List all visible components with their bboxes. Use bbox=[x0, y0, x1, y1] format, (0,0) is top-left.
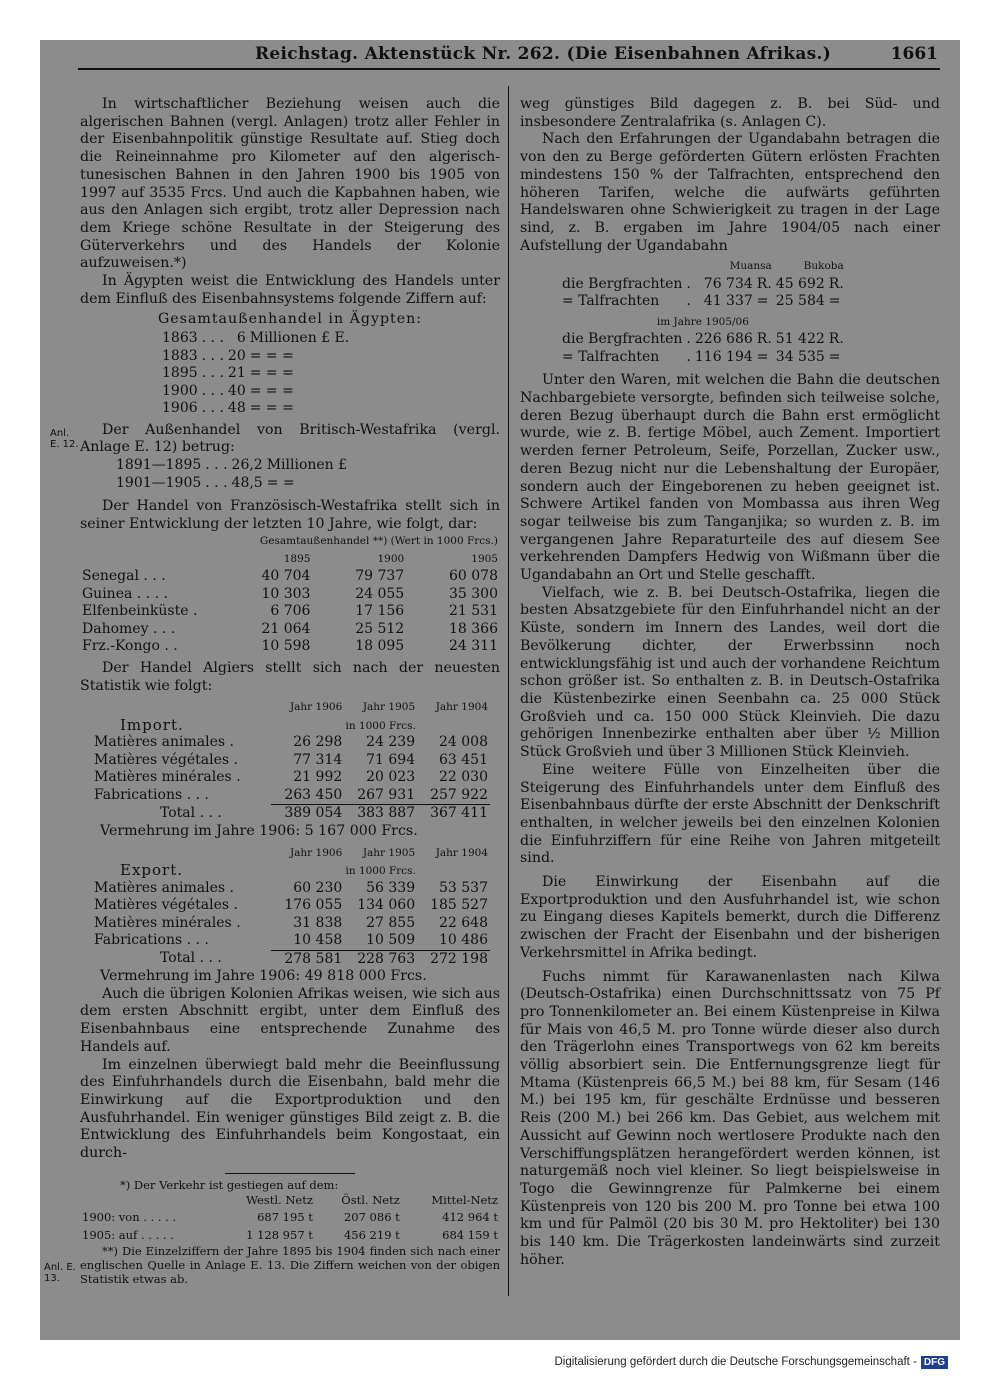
dot-leader: . bbox=[229, 879, 234, 896]
franz-table-head: Gesamtaußenhandel **) (Wert in 1000 Frcs.) bbox=[259, 535, 498, 548]
unit-cell: R. bbox=[828, 275, 844, 292]
total-value: 383 887 bbox=[344, 805, 417, 823]
row-label: 1900: von bbox=[82, 1210, 140, 1225]
value-cell: 41 337 bbox=[703, 293, 753, 310]
value-cell: 77 314 bbox=[293, 751, 343, 768]
category-cell bbox=[80, 787, 271, 805]
table-row bbox=[160, 365, 351, 383]
value-cell: 51 422 bbox=[775, 331, 825, 348]
dot-leader: . bbox=[233, 751, 238, 768]
value-cell: 40 704 bbox=[261, 568, 311, 585]
egypt-table bbox=[160, 330, 351, 418]
paragraph: In wirtschaftlicher Beziehung weisen auch die algerischen Bahnen (vergl. Anlagen) trotz aller Fehler in der Eisenbahnpolitik günstige Resultate auf. Stieg doch die Reineinnahme pro Kilometer auf den algerisch-tunesischen Bahnen in den Jahren 1900 bis 1905 von 1997 auf 3535 Frcs. Und auch die Kapbahnen haben, wie aus den Anlagen sich ergibt, trotz aller Depression nach dem Kriege schöne Resultate in der Steigerung des Güterverkehrs und des Handels der Kolonie aufzuweisen.*) bbox=[80, 96, 500, 272]
value-cell: 76 734 bbox=[703, 275, 753, 292]
value-cell: 10 303 bbox=[261, 585, 311, 602]
unit-cell: = = = bbox=[249, 347, 294, 364]
year-header: Jahr 1905 bbox=[362, 701, 416, 714]
station-header: Muansa bbox=[729, 260, 772, 273]
value-cell: 24 311 bbox=[449, 638, 498, 655]
colony-cell bbox=[80, 568, 219, 586]
dot-leader: . . . bbox=[186, 787, 209, 804]
import-title: Import. bbox=[120, 715, 184, 734]
year-cell: 1900 bbox=[162, 382, 198, 399]
year-header: 1900 bbox=[377, 552, 405, 565]
table-row bbox=[560, 293, 846, 311]
table-row bbox=[80, 880, 490, 898]
total-label: Total bbox=[160, 805, 196, 822]
value-cell: 134 060 bbox=[357, 897, 416, 914]
value-cell: 40 bbox=[227, 382, 246, 399]
value-cell: 20 bbox=[227, 347, 246, 364]
dot-leader: . . . bbox=[152, 620, 176, 637]
value-cell: 687 195 t bbox=[257, 1210, 313, 1225]
left-column bbox=[80, 96, 500, 1286]
unit-cell: = bbox=[828, 293, 841, 310]
uganda-subhead: im Jahre 1905/06 bbox=[656, 315, 749, 328]
unit-cell: R. bbox=[828, 331, 844, 348]
category-cell bbox=[80, 734, 271, 752]
franz-table bbox=[80, 533, 500, 656]
year-header: Jahr 1906 bbox=[289, 846, 343, 859]
table-row bbox=[80, 734, 490, 752]
table-row bbox=[80, 897, 490, 915]
colony-cell bbox=[80, 621, 219, 639]
total-value: 389 054 bbox=[271, 805, 344, 823]
dot-leader: . . . . bbox=[136, 585, 168, 602]
dot-leader: . bbox=[192, 603, 198, 620]
page-header-title: Reichstag. Aktenstück Nr. 262. (Die Eisenbahnen Afrikas.) bbox=[255, 44, 832, 64]
table-row bbox=[80, 1227, 500, 1245]
table-row bbox=[80, 752, 490, 770]
dot-leader: . . . bbox=[201, 365, 224, 382]
column-divider bbox=[508, 86, 509, 1296]
footnote-col-header: Mittel-Netz bbox=[431, 1192, 498, 1207]
dot-leader: . . . bbox=[201, 382, 224, 399]
value-cell: 6 706 bbox=[270, 603, 311, 620]
paragraph: Im einzelnen überwiegt bald mehr die Beeinflussung des Einfuhrhandels durch die Eisenbahn, bald mehr die Einwirkung auf die Exportproduktion und den Ausfuhrhandel. Ein weniger günstiges Bild zeigt z. B. die Entwicklung des Einfuhrhandels beim Kongostaat, ein durch- bbox=[80, 1056, 500, 1162]
period-cell: 1891—1895 bbox=[116, 457, 202, 474]
year-header: Jahr 1906 bbox=[289, 701, 343, 714]
table-row bbox=[80, 1209, 500, 1227]
dfg-logo: DFG bbox=[921, 1356, 948, 1369]
table-row bbox=[80, 603, 500, 621]
paragraph: Eine weitere Fülle von Einzelheiten über die Steigerung des Einfuhrhandels unter dem Einfluß des Eisenbahnbaus dürfte der erste Abschnitt der Denkschrift enthalten, in welcher jeweils bei den einzelnen Kolonien die Einfuhrziffern für eine Reihe von Jahren mitgeteilt sind. bbox=[520, 761, 940, 867]
category-cell bbox=[80, 932, 271, 950]
category-name: Fabrications bbox=[94, 932, 183, 949]
export-unit: in 1000 Frcs. bbox=[345, 864, 416, 877]
table-row bbox=[160, 400, 351, 418]
right-column bbox=[520, 96, 940, 1269]
category-name: Matières minérales bbox=[94, 769, 232, 786]
footnote-col-header: Westl. Netz bbox=[246, 1192, 313, 1207]
value-cell: 10 598 bbox=[261, 638, 311, 655]
header-rule bbox=[78, 68, 940, 70]
import-increase: Vermehrung im Jahre 1906: 5 167 000 Frcs. bbox=[100, 822, 418, 839]
category-cell bbox=[80, 915, 271, 933]
export-title: Export. bbox=[120, 861, 184, 880]
colony-name: Guinea bbox=[82, 585, 133, 602]
paragraph: Der Außenhandel von Britisch-Westafrika (vergl. Anlage E. 12) betrug: bbox=[80, 421, 500, 456]
footnote-row-label bbox=[80, 1227, 216, 1245]
value-cell: 10 509 bbox=[366, 932, 416, 949]
value-cell: 48,5 bbox=[231, 474, 263, 491]
brit-table bbox=[114, 457, 349, 492]
dot-leader: . . . bbox=[201, 330, 224, 347]
dot-leader: . . . bbox=[201, 400, 224, 417]
row-label: 1905: auf bbox=[82, 1227, 138, 1242]
total-label: Total bbox=[160, 950, 196, 967]
dot-leader: . bbox=[686, 293, 691, 310]
year-cell: 1883 bbox=[162, 347, 198, 364]
table-row bbox=[160, 330, 351, 348]
value-cell: 456 219 t bbox=[343, 1227, 400, 1242]
value-cell: 185 527 bbox=[430, 897, 488, 914]
value-cell: 60 230 bbox=[293, 879, 343, 896]
unit-cell: = = = bbox=[249, 400, 294, 417]
dot-leader: . bbox=[229, 734, 234, 751]
colony-name: Frz.-Kongo bbox=[82, 638, 160, 655]
value-cell: 31 838 bbox=[293, 914, 343, 931]
paragraph: Der Handel von Französisch-Westafrika stellt sich in seiner Entwicklung der letzten 10 Jahre, wie folgt, dar: bbox=[80, 498, 500, 532]
unit-cell: R. bbox=[756, 275, 772, 292]
colony-name: Dahomey bbox=[82, 620, 149, 637]
value-cell: 176 055 bbox=[284, 897, 343, 914]
unit-cell: = = = bbox=[249, 382, 294, 399]
value-cell: 21 531 bbox=[449, 603, 498, 620]
dot-leader: . bbox=[686, 275, 691, 292]
value-cell: 25 584 bbox=[775, 293, 825, 310]
footnote-2: **) Die Einzelziffern der Jahre 1895 bis 1904 finden sich nach einer englischen Quelle in Anlage E. 13. Die Ziffern weichen von der obigen Statistik etwas ab. bbox=[80, 1244, 500, 1287]
dot-leader: . . . bbox=[205, 474, 228, 491]
freight-label: = Talfrachten bbox=[562, 348, 660, 365]
unit-cell: = bbox=[756, 293, 769, 310]
value-cell: 412 964 t bbox=[442, 1210, 498, 1225]
value-cell: 53 537 bbox=[439, 879, 488, 896]
export-table bbox=[80, 845, 490, 969]
value-cell: 21 bbox=[227, 365, 246, 382]
dot-leader: . bbox=[686, 348, 691, 365]
value-cell: 20 023 bbox=[366, 769, 416, 786]
dot-leader: . . bbox=[164, 638, 178, 655]
import-table bbox=[80, 699, 490, 823]
egypt-table-title: Gesamtaußenhandel in Ägypten: bbox=[157, 311, 423, 328]
uganda-table bbox=[560, 258, 846, 366]
dot-leader: . . . . . bbox=[140, 1227, 174, 1242]
value-cell: 116 194 bbox=[694, 348, 753, 365]
paragraph: Nach den Erfahrungen der Ugandabahn betragen die von den zu Berge geförderten Gütern erlösten Frachten mindestens 150 % der Talfrachten, entsprechend den höheren Tarifen, welche die aufwärts geführten Handelswaren ohne Schwierigkeit zu tragen in der Lage sind, z. B. ergaben im Jahre 1904/05 nach einer Aufstellung der Ugandabahn bbox=[520, 131, 940, 254]
paragraph: Der Handel Algiers stellt sich nach der neuesten Statistik wie folgt: bbox=[80, 659, 500, 694]
value-cell: 21 992 bbox=[293, 769, 343, 786]
value-cell: 10 458 bbox=[293, 932, 343, 949]
value-cell: 27 855 bbox=[366, 914, 416, 931]
total-label-cell bbox=[80, 805, 271, 823]
value-cell: 267 931 bbox=[357, 786, 416, 803]
colony-cell bbox=[80, 603, 219, 621]
total-label-cell bbox=[80, 950, 271, 968]
category-cell bbox=[80, 880, 271, 898]
year-header: 1905 bbox=[471, 552, 498, 565]
table-row bbox=[160, 348, 351, 366]
value-cell: 226 686 bbox=[694, 331, 753, 348]
category-cell bbox=[80, 769, 271, 787]
value-cell: 18 366 bbox=[449, 620, 498, 637]
paragraph: Vielfach, wie z. B. bei Deutsch-Ostafrika, liegen die besten Absatzgebiete für den Einfuhrhandel nicht an der Küste, sondern im Innern des Landes, weil dort die Bevölkerung dichter, der Erwerbssinn noch entwicklungsfähig ist und auch der vorhandene Reichtum schon größer ist. So enthalten z. B. in Deutsch-Ostafrika die Küstenbezirke einen Seenbahn ca. 25 000 Stück Großvieh und ca. 150 000 Stück Kleinvieh. Die dazu gehörigen Innenbezirke enthalten aber über ½ Million Stück Großvieh und über 3 Millionen Stück Kleinvieh. bbox=[520, 584, 940, 761]
value-cell: 79 737 bbox=[355, 568, 405, 585]
footnote-1-title: *) Der Verkehr ist gestiegen auf dem: bbox=[120, 1177, 339, 1192]
value-cell: 35 300 bbox=[449, 585, 498, 602]
unit-cell: = bbox=[828, 348, 841, 365]
category-name: Matières végétales bbox=[94, 897, 230, 914]
total-value: 228 763 bbox=[344, 950, 417, 968]
category-name: Matières animales bbox=[94, 734, 226, 751]
table-row bbox=[114, 475, 349, 493]
footer-credit bbox=[554, 1356, 948, 1369]
table-row bbox=[80, 586, 500, 604]
value-cell: 21 064 bbox=[261, 620, 311, 637]
value-cell: 63 451 bbox=[439, 751, 488, 768]
value-cell: 24 008 bbox=[439, 734, 488, 751]
category-cell bbox=[80, 897, 271, 915]
table-row bbox=[560, 349, 846, 367]
category-name: Matières animales bbox=[94, 879, 226, 896]
table-row bbox=[560, 331, 846, 349]
dot-leader: . . . bbox=[205, 457, 228, 474]
freight-label: die Bergfrachten bbox=[562, 275, 683, 292]
value-cell: 24 239 bbox=[366, 734, 416, 751]
dot-leader: . . . bbox=[186, 932, 209, 949]
table-row bbox=[114, 457, 349, 475]
table-row bbox=[560, 276, 846, 294]
value-cell: 10 486 bbox=[439, 932, 488, 949]
unit-cell: = = = bbox=[249, 365, 294, 382]
unit-cell: R. bbox=[756, 331, 772, 348]
paragraph: Die Einwirkung der Eisenbahn auf die Exportproduktion und den Ausfuhrhandel ist, wie schon zu Eingang dieses Kapitels bemerkt, durch die Differenz zwischen der Fracht der Eisenbahn und der bisherigen Verkehrsmittel in Afrika bedingt. bbox=[520, 874, 940, 961]
footnote-1-table bbox=[80, 1192, 500, 1245]
dot-leader: . bbox=[686, 331, 691, 348]
year-header: Jahr 1904 bbox=[435, 846, 488, 859]
year-header: Jahr 1904 bbox=[435, 701, 488, 714]
value-cell: 56 339 bbox=[366, 879, 416, 896]
import-unit: in 1000 Frcs. bbox=[345, 719, 416, 732]
page-number: 1661 bbox=[890, 44, 938, 64]
dot-leader: . bbox=[236, 914, 241, 931]
period-cell: 1901—1905 bbox=[116, 474, 202, 491]
paragraph: Unter den Waren, mit welchen die Bahn die deutschen Nachbargebiete versorgte, befinden sich teilweise solche, deren Bezug überhaupt durch die Bahn erst ermöglicht wurde, wie z. B. fertige Möbel, auch Zement. Importiert werden ferner Petroleum, Seife, Porzellan, Zucker usw., deren Bezug nicht nur die Lebenshaltung der Europäer, sondern auch der Eingeborenen zu heben geeignet ist. Schwere Artikel fanden von Mombassa aus ihren Weg sogar teilweise bis zum Tanganjika; so wurden z. B. im vergangenen Jahre Reparaturteile des auf diesem See verkehrenden Dampfers Hedwig von Wißmann über die Ugandabahn an Ort und Stelle geschafft. bbox=[520, 372, 940, 584]
table-row bbox=[80, 568, 500, 586]
value-cell: 684 159 t bbox=[442, 1227, 498, 1242]
category-name: Matières minérales bbox=[94, 914, 232, 931]
year-cell: 1895 bbox=[162, 365, 198, 382]
year-header: Jahr 1905 bbox=[362, 846, 416, 859]
table-row bbox=[80, 787, 490, 805]
dot-leader: . . . bbox=[201, 347, 224, 364]
total-value: 272 198 bbox=[417, 950, 490, 968]
dot-leader: . . . bbox=[199, 950, 222, 967]
margin-note-e13: Anl. E. 13. bbox=[44, 1262, 76, 1284]
colony-cell bbox=[80, 586, 219, 604]
dot-leader: . . . bbox=[143, 568, 166, 585]
value-cell: 45 692 bbox=[775, 275, 825, 292]
year-cell: 1906 bbox=[162, 400, 198, 417]
unit-cell: = = bbox=[266, 474, 295, 491]
freight-label: = Talfrachten bbox=[562, 293, 660, 310]
value-cell: 17 156 bbox=[355, 603, 405, 620]
value-cell: 18 095 bbox=[355, 638, 405, 655]
value-cell: 24 055 bbox=[355, 585, 405, 602]
export-increase: Vermehrung im Jahre 1906: 49 818 000 Frcs. bbox=[100, 968, 427, 985]
table-row bbox=[80, 915, 490, 933]
value-cell: 48 bbox=[227, 400, 246, 417]
year-cell: 1863 bbox=[162, 330, 198, 347]
total-value: 367 411 bbox=[417, 805, 490, 823]
value-cell: 25 512 bbox=[355, 620, 405, 637]
paragraph: weg günstiges Bild dagegen z. B. bei Süd- und insbesondere Zentralafrika (s. Anlagen C). bbox=[520, 96, 940, 130]
margin-note-e12: Anl. E. 12. bbox=[50, 428, 79, 450]
category-name: Fabrications bbox=[94, 787, 183, 804]
table-row bbox=[80, 621, 500, 639]
value-cell: 22 030 bbox=[439, 769, 488, 786]
value-cell: 263 450 bbox=[284, 786, 343, 803]
paragraph: Auch die übrigen Kolonien Afrikas weisen, wie sich aus dem ersten Abschnitt ergibt, unter dem Einfluß des Eisenbahnbaus eine entsprechende Zunahme des Handels auf. bbox=[80, 985, 500, 1055]
value-cell: 34 535 bbox=[775, 348, 825, 365]
year-header: 1895 bbox=[283, 552, 311, 565]
dot-leader: . . . bbox=[199, 805, 222, 822]
paragraph: In Ägypten weist die Entwicklung des Handels unter dem Einfluß des Eisenbahnsystems folgende Ziffern auf: bbox=[80, 273, 500, 307]
value-cell: 71 694 bbox=[366, 751, 416, 768]
table-row bbox=[160, 383, 351, 401]
value-cell: 26,2 bbox=[231, 457, 263, 474]
total-value: 278 581 bbox=[271, 950, 344, 968]
unit-cell: Millionen £ E. bbox=[249, 330, 350, 347]
category-name: Matières végétales bbox=[94, 751, 230, 768]
category-cell bbox=[80, 752, 271, 770]
paragraph: Fuchs nimmt für Karawanenlasten nach Kilwa (Deutsch-Ostafrika) einen Durchschnittssatz von 75 Pf pro Tonnenkilometer an. Bei einem Küstenpreise in Kilwa für Mais von 46,5 M. pro Tonne würde dieser also durch den Trägerlohn eines Transportwegs von 62 km bereits völlig absorbiert sein. Die Entfernungsgrenze liegt für Mtama (Küstenpreis 66,5 M.) bei 88 km, für Sesam (146 M.) bei 195 km, für geschälte Erdnüsse und besseren Reis (200 M.) bei 266 km. Das Gebiet, aus welchem mit Aussicht auf Gewinn noch wertlosere Produkte nach den Verschiffungsplätzen herangefördert werden können, ist naturgemäß noch viel kleiner. So liegt beispielsweise in Togo die Gewinngrenze für Palmkerne bei einem Küstenpreis von 120 bis 200 M. pro Tonne bei etwa 100 km und für Palmöl (20 bis 30 M. pro Hektoliter) bei 130 bis 140 km. Die Trägerkosten landeinwärts sind zurzeit höher. bbox=[520, 968, 940, 1268]
freight-label: die Bergfrachten bbox=[562, 331, 683, 348]
station-header: Bukoba bbox=[803, 260, 844, 273]
value-cell: 1 128 957 t bbox=[246, 1227, 313, 1242]
value-cell: 6 bbox=[236, 330, 246, 347]
table-row bbox=[80, 769, 490, 787]
footnote-row-label bbox=[80, 1209, 216, 1227]
value-cell: 26 298 bbox=[293, 734, 343, 751]
unit-cell: = bbox=[756, 348, 769, 365]
value-cell: 207 086 t bbox=[343, 1210, 400, 1225]
footnote-rule bbox=[225, 1173, 355, 1174]
footer-text: Digitalisierung gefördert durch die Deutsche Forschungsgemeinschaft - bbox=[554, 1356, 917, 1368]
unit-cell: Millionen £ bbox=[266, 457, 348, 474]
table-row bbox=[80, 932, 490, 950]
dot-leader: . . . . . bbox=[143, 1210, 177, 1225]
value-cell: 60 078 bbox=[449, 568, 498, 585]
dot-leader: . bbox=[236, 769, 241, 786]
dot-leader: . bbox=[233, 897, 238, 914]
value-cell: 257 922 bbox=[430, 786, 488, 803]
value-cell: 22 648 bbox=[439, 914, 488, 931]
colony-name: Senegal bbox=[82, 568, 139, 585]
footnote-col-header: Östl. Netz bbox=[341, 1192, 400, 1207]
colony-name: Elfenbeinküste bbox=[82, 603, 189, 620]
table-row bbox=[80, 638, 500, 656]
colony-cell bbox=[80, 638, 219, 656]
